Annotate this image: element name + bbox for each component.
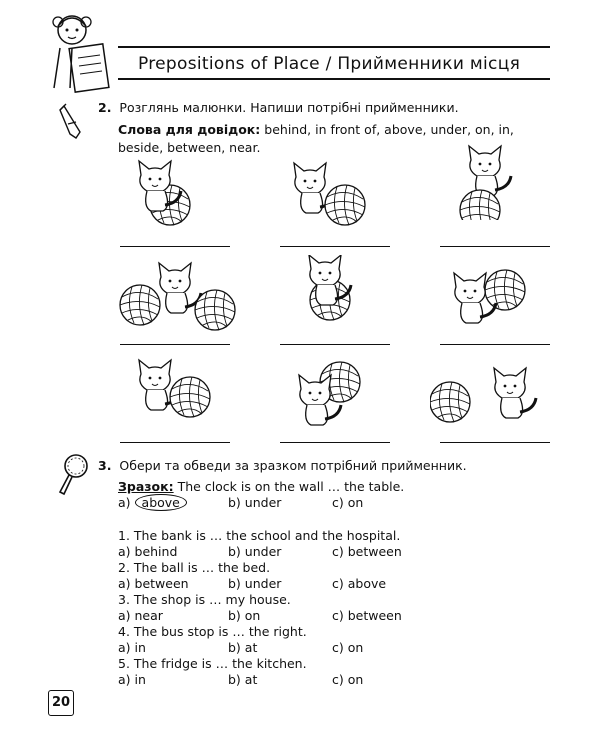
question-sentence: 3. The shop is … my house. [118, 592, 291, 607]
answer-line[interactable] [120, 344, 230, 345]
page-number: 20 [48, 690, 74, 716]
option-c[interactable]: c) on [332, 672, 364, 687]
option-a[interactable]: a) behind [118, 544, 178, 559]
wordbank-label: Слова для довідок: [118, 122, 261, 137]
option-b: b) under [228, 495, 282, 510]
picture-cat-on-ball [115, 155, 245, 235]
option-b[interactable]: b) under [228, 576, 282, 591]
answer-line[interactable] [440, 344, 550, 345]
pencil-icon [56, 102, 90, 142]
option-b[interactable]: b) at [228, 672, 258, 687]
question-sentence: 4. The bus stop is … the right. [118, 624, 307, 639]
task-number: 2. [98, 100, 112, 115]
question-sentence: 1. The bank is … the school and the hospital. [118, 528, 401, 543]
magnifier-icon [56, 452, 92, 498]
option-a[interactable]: a) in [118, 672, 146, 687]
option-a-circled: above [135, 494, 187, 511]
picture-cat-in-front-of-ball [430, 255, 560, 335]
question-sentence: 5. The fridge is … the kitchen. [118, 656, 307, 671]
option-c: c) on [332, 495, 364, 510]
example-sentence: The clock is on the wall … the table. [177, 479, 405, 494]
option-b[interactable]: b) on [228, 608, 261, 623]
option-a[interactable]: a) between [118, 576, 189, 591]
answer-line[interactable] [280, 442, 390, 443]
picture-cat-under-ball [270, 352, 400, 432]
answer-line[interactable] [280, 344, 390, 345]
picture-cat-between-balls [115, 255, 245, 335]
option-a[interactable]: a) in [118, 640, 146, 655]
task-instruction: Обери та обведи за зразком потрібний прийменник. [119, 458, 467, 473]
option-c[interactable]: c) above [332, 576, 387, 591]
option-c[interactable]: c) between [332, 544, 402, 559]
page-title: Prepositions of Place / Прийменники місця [138, 54, 521, 74]
answer-line[interactable] [120, 442, 230, 443]
option-c[interactable]: c) between [332, 608, 402, 623]
picture-cat-behind-ball [270, 155, 400, 235]
option-b[interactable]: b) under [228, 544, 282, 559]
answer-line[interactable] [120, 246, 230, 247]
example-label: Зразок: [118, 479, 174, 494]
answer-line[interactable] [440, 442, 550, 443]
picture-cat-near-ball [115, 352, 245, 432]
option-a[interactable]: a) near [118, 608, 163, 623]
question-sentence: 2. The ball is … the bed. [118, 560, 271, 575]
answer-line[interactable] [280, 246, 390, 247]
answer-line[interactable] [440, 246, 550, 247]
task-number: 3. [98, 458, 112, 473]
wordbank-text: behind, in front of, above, under, on, in, [264, 122, 514, 137]
picture-cat-above-ball [430, 140, 560, 220]
task-instruction: Розглянь малюнки. Напиши потрібні прийменники. [119, 100, 459, 115]
option-b[interactable]: b) at [228, 640, 258, 655]
wordbank-text-2: beside, between, near. [118, 140, 261, 155]
picture-cat-beside-ball [430, 352, 560, 432]
picture-cat-in-ball [270, 255, 400, 335]
option-c[interactable]: c) on [332, 640, 364, 655]
option-a-letter: a) [118, 495, 131, 510]
girl-with-book-illustration [42, 8, 122, 98]
